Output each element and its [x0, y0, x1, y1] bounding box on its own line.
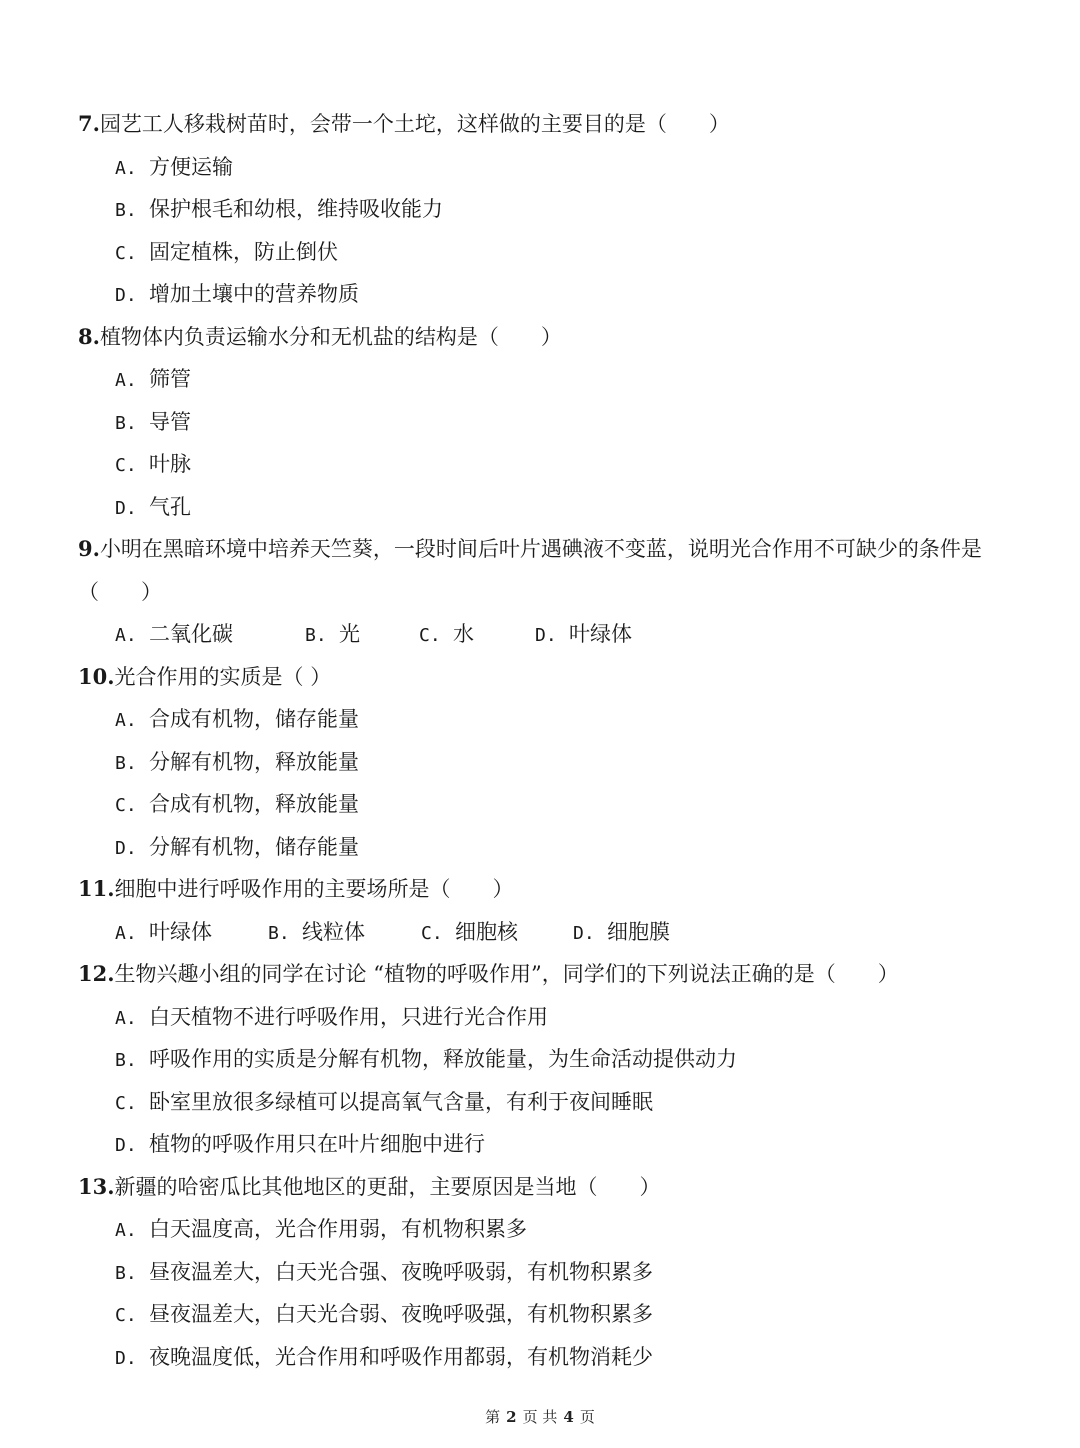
option-text: 白天温度高，光合作用弱，有机物积累多 — [149, 1217, 527, 1241]
option-letter: A. — [115, 922, 137, 944]
option-letter: B. — [115, 412, 137, 434]
option-c — [78, 1293, 1038, 1336]
option-letter: C. — [115, 1305, 137, 1326]
option-d — [78, 486, 1038, 529]
question-text: 园艺工人移栽树苗时，会带一个土坨，这样做的主要目的是（ ） — [99, 112, 730, 136]
option-letter: D. — [115, 497, 137, 519]
option-letter: B. — [268, 922, 290, 944]
footer-prefix: 第 — [485, 1408, 501, 1426]
question-number: 12. — [78, 961, 115, 986]
option-letter: B. — [115, 200, 137, 221]
footer-middle: 页 共 — [522, 1408, 558, 1426]
option-text: 叶脉 — [149, 452, 191, 476]
option-b — [78, 188, 1038, 231]
question-10 — [78, 656, 1038, 869]
option-letter: A. — [115, 1007, 137, 1029]
option-text: 细胞膜 — [607, 919, 670, 944]
option-text: 合成有机物，释放能量 — [149, 792, 359, 816]
option-text: 光 — [339, 622, 360, 646]
option-letter: A. — [115, 625, 137, 646]
option-letter: D. — [115, 1347, 137, 1369]
option-d — [78, 826, 1038, 869]
question-number: 8. — [78, 323, 100, 349]
question-number: 9. — [78, 536, 100, 561]
option-text: 筛管 — [149, 367, 191, 391]
option-text: 水 — [453, 622, 474, 646]
question-stem — [78, 953, 1038, 996]
option-letter: B. — [115, 1262, 137, 1284]
option-a — [78, 996, 1038, 1039]
question-text: 生物兴趣小组的同学在讨论 “植物的呼吸作用”，同学们的下列说法正确的是（ ） — [114, 962, 899, 986]
option-text: 分解有机物，储存能量 — [149, 834, 359, 859]
option-text: 导管 — [149, 409, 191, 434]
option-text: 叶绿体 — [569, 622, 632, 646]
option-d — [78, 1123, 1038, 1166]
total-page-number: 4 — [563, 1408, 574, 1426]
option-b — [78, 401, 1038, 444]
question-12 — [78, 953, 1038, 1166]
question-stem — [78, 316, 1038, 359]
option-c — [78, 783, 1038, 826]
option-letter: A. — [115, 370, 137, 391]
question-stem — [78, 1166, 1038, 1209]
option-b — [78, 741, 1038, 784]
question-8 — [78, 316, 1038, 529]
option-c — [78, 1081, 1038, 1124]
question-13 — [78, 1166, 1038, 1379]
option-b — [268, 911, 421, 956]
question-text: 细胞中进行呼吸作用的主要场所是（ ） — [114, 877, 514, 901]
option-text: 气孔 — [149, 494, 191, 519]
option-letter: A. — [115, 710, 137, 731]
option-letter: D. — [115, 1135, 137, 1156]
question-7 — [78, 103, 1038, 316]
option-letter: D. — [535, 625, 557, 646]
question-stem-continued — [78, 571, 1038, 614]
option-a — [115, 911, 268, 956]
question-stem — [78, 103, 1038, 146]
option-d — [78, 1336, 1038, 1379]
question-number: 13. — [78, 1173, 115, 1199]
option-text: 合成有机物，储存能量 — [149, 707, 359, 731]
option-text: 方便运输 — [149, 154, 233, 179]
option-text: 二氧化碳 — [149, 622, 233, 646]
option-letter: C. — [115, 795, 137, 816]
option-text: 昼夜温差大，白天光合弱、夜晚呼吸强，有机物积累多 — [149, 1302, 653, 1326]
question-number: 11. — [78, 876, 115, 901]
option-text: 昼夜温差大，白天光合强、夜晚呼吸弱，有机物积累多 — [149, 1259, 653, 1284]
option-text: 分解有机物，释放能量 — [149, 749, 359, 774]
question-list — [78, 103, 1038, 1378]
option-text: 固定植株，防止倒伏 — [149, 239, 338, 264]
option-a — [78, 698, 1038, 741]
option-d — [535, 613, 632, 658]
option-a — [115, 613, 305, 658]
question-stem — [78, 656, 1038, 699]
option-c — [421, 911, 573, 956]
option-letter: A. — [115, 157, 137, 179]
question-9 — [78, 528, 1038, 656]
question-stem — [78, 868, 1038, 911]
option-b — [305, 613, 419, 658]
option-c — [78, 231, 1038, 274]
option-text: 夜晚温度低，光合作用和呼吸作用都弱，有机物消耗少 — [149, 1344, 653, 1369]
option-c — [78, 443, 1038, 486]
question-number: 7. — [78, 111, 100, 136]
answer-bracket: （ ） — [78, 579, 162, 604]
option-letter: D. — [573, 922, 595, 944]
option-letter: A. — [115, 1220, 137, 1241]
option-a — [78, 146, 1038, 189]
option-letter: B. — [305, 625, 327, 646]
option-d — [78, 273, 1038, 316]
option-letter: C. — [115, 242, 137, 264]
option-row — [78, 911, 1038, 954]
option-text: 叶绿体 — [149, 919, 212, 944]
question-text: 新疆的哈密瓜比其他地区的更甜，主要原因是当地（ ） — [114, 1174, 661, 1199]
option-c — [419, 613, 535, 658]
option-b — [78, 1251, 1038, 1294]
option-letter: C. — [419, 625, 441, 646]
option-text: 增加土壤中的营养物质 — [149, 282, 359, 306]
question-11 — [78, 868, 1038, 953]
option-letter: B. — [115, 752, 137, 774]
option-a — [78, 358, 1038, 401]
question-text: 光合作用的实质是（ ） — [114, 664, 332, 689]
option-d — [573, 911, 670, 956]
option-letter: C. — [421, 922, 443, 944]
question-stem — [78, 528, 1038, 571]
option-text: 保护根毛和幼根，维持吸收能力 — [149, 197, 443, 221]
question-number: 10. — [78, 663, 115, 689]
option-text: 卧室里放很多绿植可以提高氧气含量，有利于夜间睡眠 — [149, 1089, 653, 1114]
option-letter: B. — [115, 1050, 137, 1071]
footer-suffix: 页 — [579, 1408, 595, 1426]
option-text: 细胞核 — [455, 919, 518, 944]
option-text: 线粒体 — [302, 919, 365, 944]
option-letter: D. — [115, 285, 137, 306]
option-letter: C. — [115, 455, 137, 476]
option-b — [78, 1038, 1038, 1081]
option-text: 呼吸作用的实质是分解有机物，释放能量，为生命活动提供动力 — [149, 1047, 737, 1071]
option-letter: D. — [115, 837, 137, 859]
option-a — [78, 1208, 1038, 1251]
option-letter: C. — [115, 1092, 137, 1114]
question-text: 植物体内负责运输水分和无机盐的结构是（ ） — [99, 324, 562, 349]
page-footer — [0, 1406, 1080, 1427]
current-page-number: 2 — [506, 1408, 517, 1426]
question-text: 小明在黑暗环境中培养天竺葵，一段时间后叶片遇碘液不变蓝，说明光合作用不可缺少的条件是 — [99, 537, 982, 561]
option-row — [78, 613, 1038, 656]
option-text: 植物的呼吸作用只在叶片细胞中进行 — [149, 1132, 485, 1156]
option-text: 白天植物不进行呼吸作用，只进行光合作用 — [149, 1004, 548, 1029]
